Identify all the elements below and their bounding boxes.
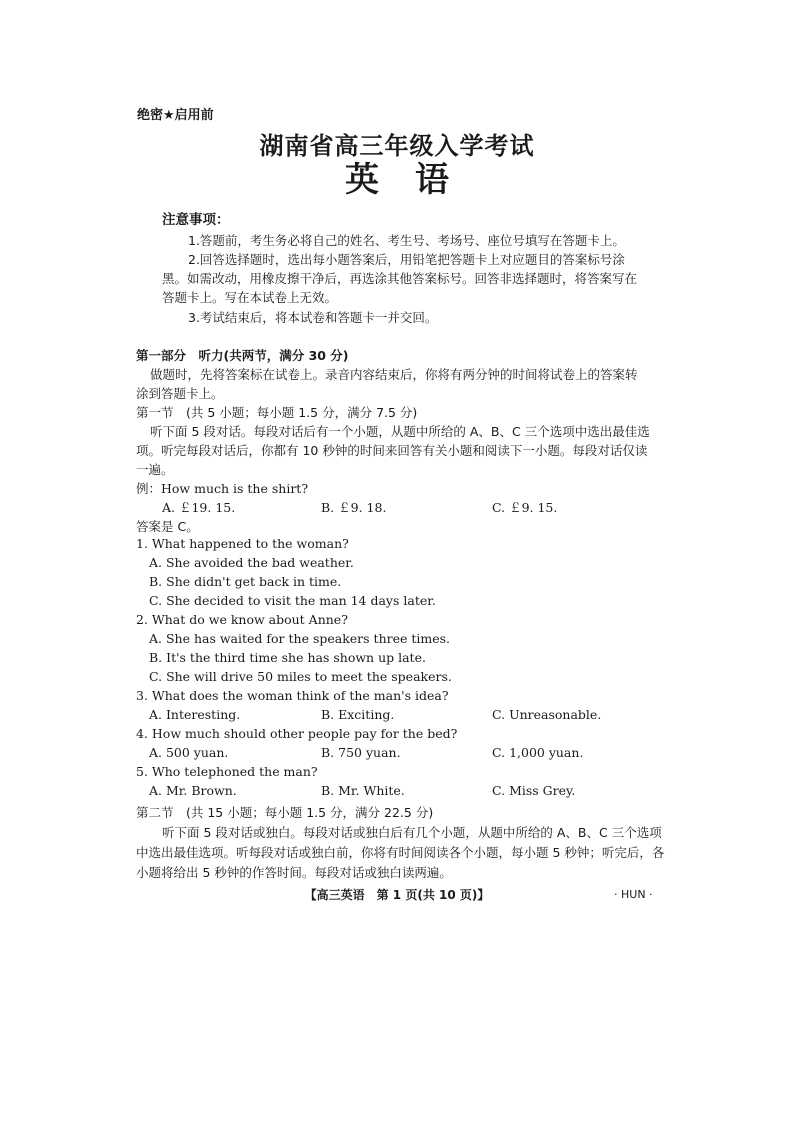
- q1-option-a: A. She avoided the bad weather.: [149, 555, 354, 570]
- q2-option-a: A. She has waited for the speakers three times.: [149, 631, 451, 646]
- section2-intro-3: 小题将给出 5 秒钟的作答时间。每段对话或独白读两遍。: [136, 865, 452, 880]
- part1-intro-2: 涂到答题卡上。: [136, 386, 224, 401]
- page-footer: 【高三英语 第 1 页(共 10 页)】: [304, 888, 490, 902]
- section1-intro-2: 项。听完每段对话后，你都有 10 秒钟的时间来回答有关小题和阅读下一小题。每段对话仅读: [136, 443, 648, 458]
- q4-option-b: B. 750 yuan.: [321, 745, 401, 760]
- q5-option-b: B. Mr. White.: [321, 783, 405, 798]
- q1-option-b: B. She didn't get back in time.: [149, 574, 342, 589]
- section1-heading: 第一节 (共 5 小题；每小题 1.5 分，满分 7.5 分): [136, 405, 418, 420]
- subject-title: 英语: [345, 160, 485, 200]
- section1-intro-1: 听下面 5 段对话。每段对话后有一个小题，从题中所给的 A、B、C 三个选项中选出最佳选: [150, 424, 650, 439]
- section2-intro-1: 听下面 5 段对话或独白。每段对话或独白后有几个小题，从题中所给的 A、B、C 三个选项: [162, 825, 662, 840]
- question-5: 5. Who telephoned the man?: [136, 764, 318, 779]
- notes-line-1: 1.答题前，考生务必将自己的姓名、考生号、考场号、座位号填写在答题卡上。: [188, 233, 625, 248]
- section2-intro-2: 中选出最佳选项。听每段对话或独白前，你将有时间阅读各个小题，每小题 5 秒钟；听完后，各: [136, 845, 665, 860]
- q3-option-b: B. Exciting.: [321, 707, 395, 722]
- section2-heading: 第二节 (共 15 小题；每小题 1.5 分，满分 22.5 分): [136, 805, 434, 820]
- section1-intro-3: 一遍。: [136, 462, 174, 477]
- exam-code: · HUN ·: [614, 888, 653, 901]
- example-question: 例：How much is the shirt?: [136, 481, 309, 496]
- example-option-c: C. ￡9. 15.: [492, 500, 558, 515]
- q1-option-c: C. She decided to visit the man 14 days later.: [149, 593, 436, 608]
- q5-option-a: A. Mr. Brown.: [149, 783, 237, 798]
- part1-heading: 第一部分 听力(共两节，满分 30 分): [136, 348, 349, 363]
- notes-line-4: 答题卡上。写在本试卷上无效。: [162, 290, 338, 305]
- q5-option-c: C. Miss Grey.: [492, 783, 576, 798]
- q4-option-c: C. 1,000 yuan.: [492, 745, 584, 760]
- example-option-a: A. ￡19. 15.: [162, 500, 236, 515]
- question-2: 2. What do we know about Anne?: [136, 612, 348, 627]
- confidential-mark: 绝密★启用前: [137, 108, 214, 123]
- q4-option-a: A. 500 yuan.: [149, 745, 229, 760]
- example-answer: 答案是 C。: [136, 519, 199, 534]
- example-option-b: B. ￡9. 18.: [321, 500, 387, 515]
- q3-option-a: A. Interesting.: [149, 707, 241, 722]
- q2-option-c: C. She will drive 50 miles to meet the speakers.: [149, 669, 452, 684]
- notes-line-5: 3.考试结束后，将本试卷和答题卡一并交回。: [188, 310, 438, 325]
- q2-option-b: B. It's the third time she has shown up late.: [149, 650, 426, 665]
- notes-heading: 注意事项：: [162, 212, 230, 228]
- notes-line-3: 黑。如需改动，用橡皮擦干净后，再选涂其他答案标号。回答非选择题时，将答案写在: [162, 271, 638, 286]
- question-4: 4. How much should other people pay for the bed?: [136, 726, 458, 741]
- question-1: 1. What happened to the woman?: [136, 536, 349, 551]
- q3-option-c: C. Unreasonable.: [492, 707, 602, 722]
- notes-line-2: 2.回答选择题时，选出每小题答案后，用铅笔把答题卡上对应题目的答案标号涂: [188, 252, 625, 267]
- exam-title: 湖南省高三年级入学考试: [259, 132, 535, 160]
- part1-intro-1: 做题时，先将答案标在试卷上。录音内容结束后，你将有两分钟的时间将试卷上的答案转: [150, 367, 638, 382]
- question-3: 3. What does the woman think of the man's idea?: [136, 688, 449, 703]
